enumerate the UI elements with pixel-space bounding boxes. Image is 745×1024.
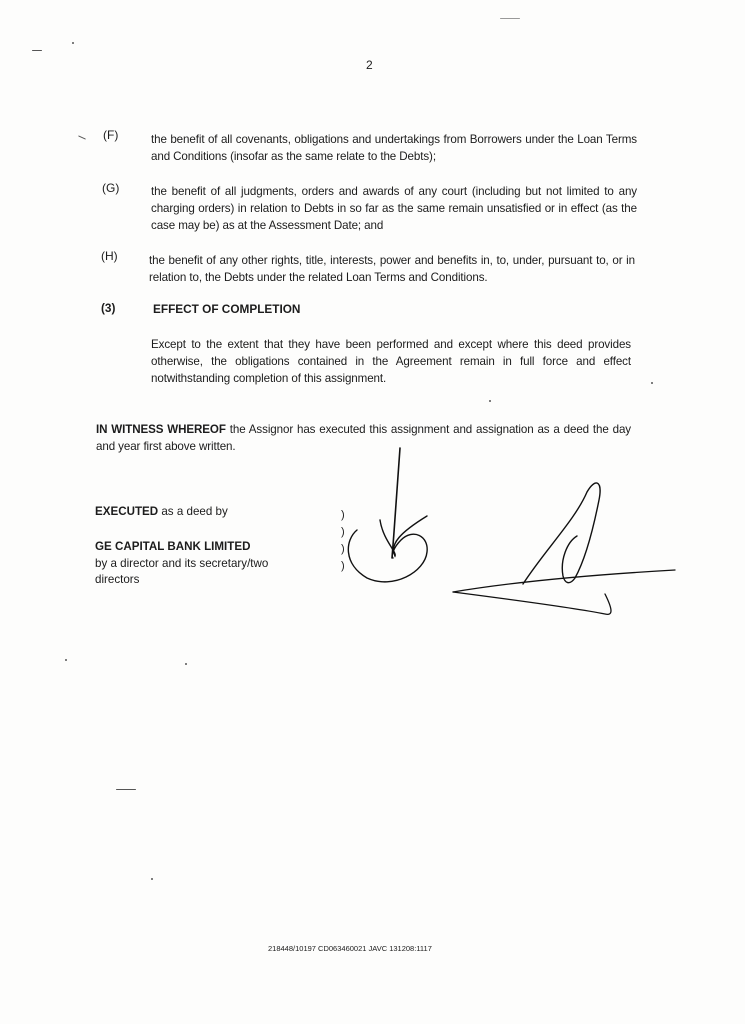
clause-text-h: the benefit of any other rights, title, interests, power and benefits in, to, under, pursuant to, or in relation to, the Debts under the related Loan Terms and Conditions. — [149, 254, 635, 284]
section-heading: EFFECT OF COMPLETION — [153, 302, 301, 316]
signature-2 — [445, 470, 685, 630]
scan-mark — [32, 50, 42, 51]
clause-label-g: (G) — [102, 181, 120, 195]
scan-mark — [65, 659, 67, 661]
company-name: GE CAPITAL BANK LIMITED — [95, 540, 251, 553]
completion-paragraph: Except to the extent that they have been performed and except where this deed provides otherwise, the obligations contained in the Agreement remain in full force and effect notwithstanding completion of this assignment. — [151, 338, 631, 385]
executed-label: EXECUTED — [95, 505, 159, 518]
witness-text: the Assignor has executed this assignment and assignation as a deed the day and year first above written. — [96, 423, 631, 453]
scan-mark — [185, 663, 187, 665]
bracket-2: ) — [341, 526, 345, 538]
witness-lead: IN WITNESS WHEREOF — [96, 423, 226, 436]
executed-line — [95, 505, 228, 518]
directors-line: directors — [95, 573, 140, 586]
scan-mark — [72, 42, 74, 44]
clause-label-h: (H) — [101, 249, 118, 263]
bracket-1: ) — [341, 509, 345, 521]
bracket-4: ) — [341, 560, 345, 572]
executed-rest: as a deed by — [158, 505, 228, 518]
scan-mark — [151, 878, 153, 880]
page-number: 2 — [366, 58, 373, 72]
bracket-3: ) — [341, 543, 345, 555]
by-director-line: by a director and its secretary/two — [95, 557, 269, 570]
scan-mark — [78, 135, 86, 139]
footer-reference: 218448/10197 CD063460021 JAVC 131208:1117 — [268, 944, 432, 953]
scan-mark — [489, 400, 491, 402]
signature-1 — [335, 440, 445, 590]
scan-mark — [116, 789, 136, 790]
clause-text-g: the benefit of all judgments, orders and awards of any court (including but not limited to any charging orders) in relation to Debts in so far as the same remain unsatisfied or in effect (as the case may be) as at the Assessment Date; and — [151, 185, 637, 232]
scan-mark — [500, 18, 520, 19]
section-number: (3) — [101, 301, 116, 315]
clause-label-f: (F) — [103, 128, 119, 142]
clause-text-f: the benefit of all covenants, obligations and undertakings from Borrowers under the Loan Terms and Conditions (insofar as the same relate to the Debts); — [151, 133, 637, 163]
scan-mark — [651, 382, 653, 384]
